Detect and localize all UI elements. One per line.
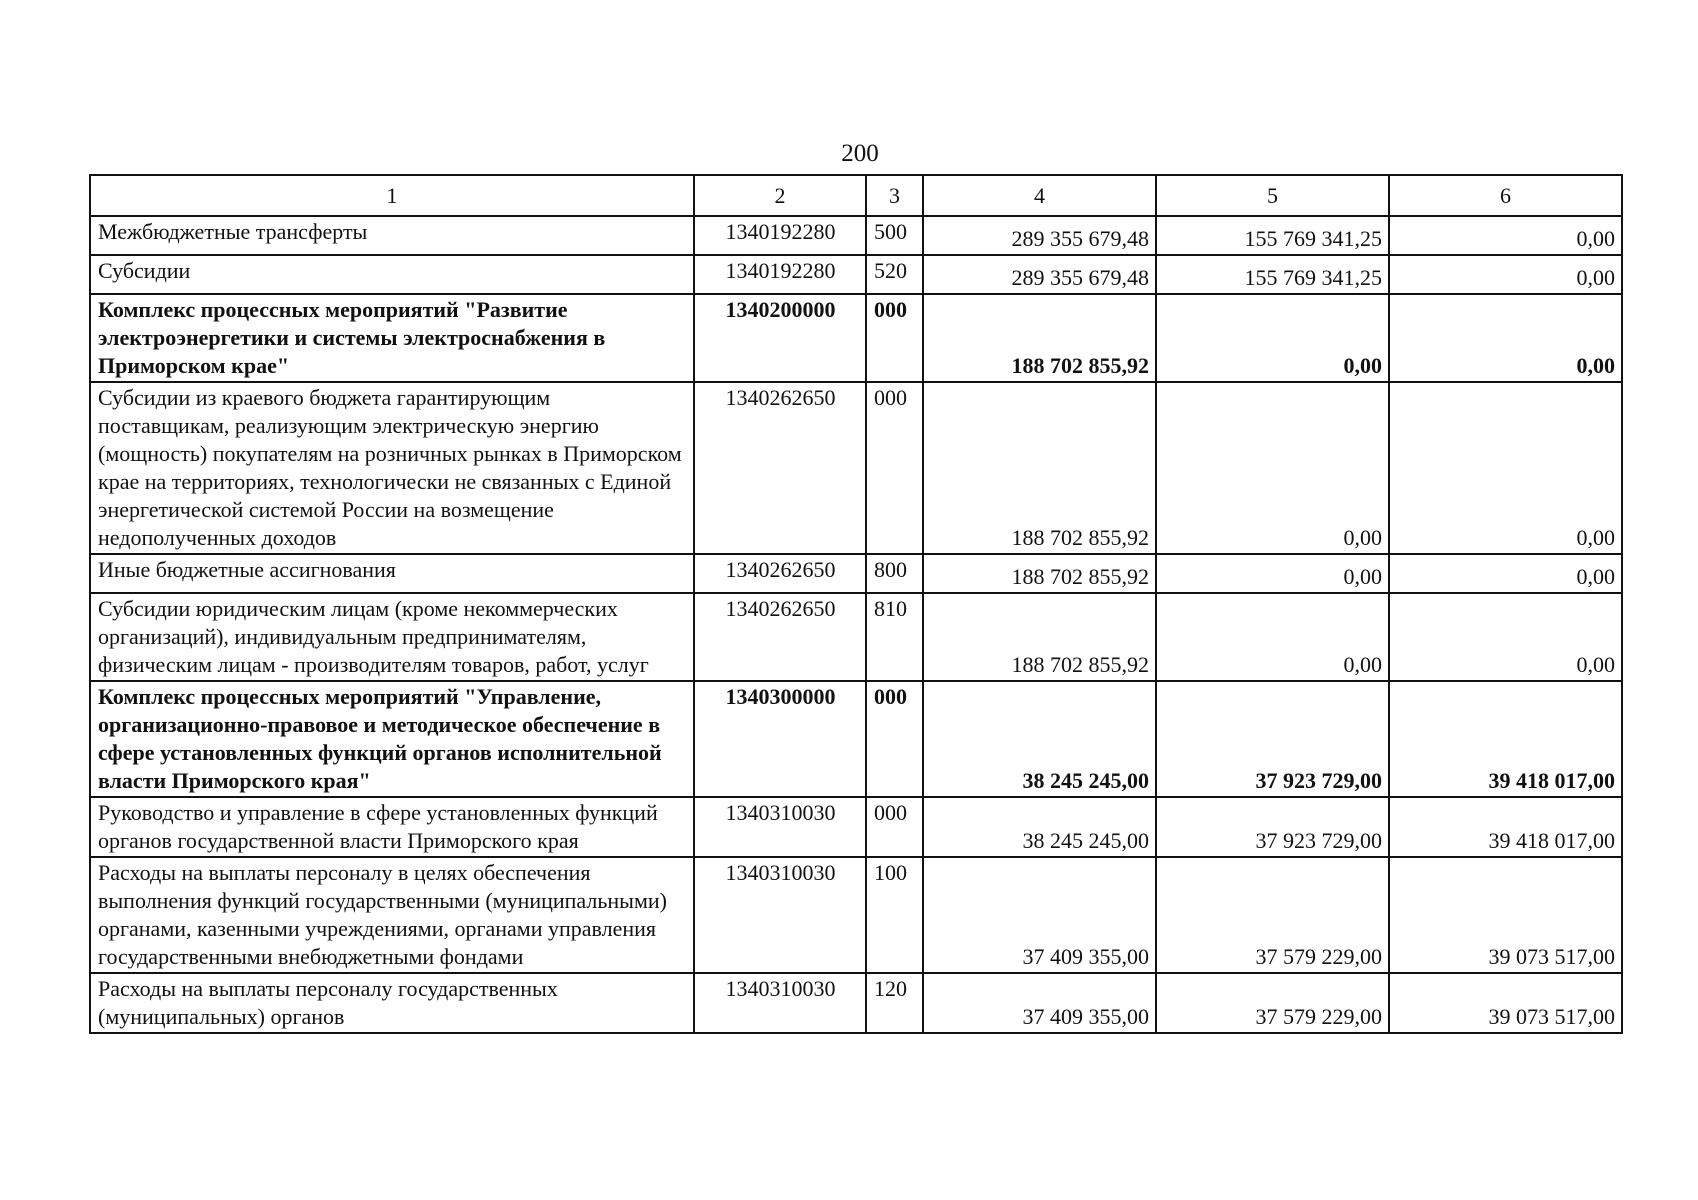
- table-row: [90, 382, 1622, 554]
- table-row: [90, 554, 1622, 593]
- column-header-4: 4: [923, 175, 1156, 216]
- row-amount-2: 0,00: [1156, 554, 1389, 593]
- budget-table: [89, 174, 1623, 1034]
- row-name: Субсидии юридическим лицам (кроме некоммерческих организаций), индивидуальным предпринимателям, физическим лицам - производителям товаров, работ, услуг: [90, 593, 694, 681]
- row-amount-2: 155 769 341,25: [1156, 216, 1389, 255]
- row-expense-type: 000: [866, 382, 923, 554]
- row-expense-type: 120: [866, 973, 923, 1033]
- row-expense-type: 520: [866, 255, 923, 294]
- row-name: Иные бюджетные ассигнования: [90, 554, 694, 593]
- table-row-section: [90, 681, 1622, 797]
- row-target-code: 1340310030: [694, 797, 866, 857]
- table-row: [90, 593, 1622, 681]
- table-row-section: [90, 294, 1622, 382]
- row-target-code: 1340262650: [694, 554, 866, 593]
- row-expense-type: 810: [866, 593, 923, 681]
- row-amount-2: 155 769 341,25: [1156, 255, 1389, 294]
- column-header-2: 2: [694, 175, 866, 216]
- row-amount-3: 39 073 517,00: [1389, 973, 1622, 1033]
- row-amount-2: 0,00: [1156, 382, 1389, 554]
- column-header-3: 3: [866, 175, 923, 216]
- row-amount-2: 37 923 729,00: [1156, 681, 1389, 797]
- row-amount-1: 289 355 679,48: [923, 255, 1156, 294]
- column-header-6: 6: [1389, 175, 1622, 216]
- row-amount-1: 188 702 855,92: [923, 554, 1156, 593]
- row-target-code: 1340300000: [694, 681, 866, 797]
- row-target-code: 1340192280: [694, 255, 866, 294]
- row-target-code: 1340192280: [694, 216, 866, 255]
- row-expense-type: 100: [866, 857, 923, 973]
- row-amount-3: 0,00: [1389, 382, 1622, 554]
- row-target-code: 1340262650: [694, 593, 866, 681]
- row-target-code: 1340310030: [694, 857, 866, 973]
- row-amount-1: 37 409 355,00: [923, 973, 1156, 1033]
- row-amount-2: 0,00: [1156, 593, 1389, 681]
- row-amount-3: 39 418 017,00: [1389, 797, 1622, 857]
- row-name: Руководство и управление в сфере установленных функций органов государственной власти Приморского края: [90, 797, 694, 857]
- table-row: [90, 255, 1622, 294]
- row-expense-type: 000: [866, 681, 923, 797]
- row-expense-type: 500: [866, 216, 923, 255]
- row-name: Субсидии: [90, 255, 694, 294]
- table-header-row: [90, 175, 1622, 216]
- page-number: 200: [841, 140, 879, 167]
- column-header-1: 1: [90, 175, 694, 216]
- table-row: [90, 973, 1622, 1033]
- table-row: [90, 857, 1622, 973]
- row-name: Комплекс процессных мероприятий "Управление, организационно-правовое и методическое обеспечение в сфере установленных функций органов исполнительной власти Приморского края": [90, 681, 694, 797]
- row-amount-1: 38 245 245,00: [923, 797, 1156, 857]
- row-amount-3: 39 073 517,00: [1389, 857, 1622, 973]
- row-amount-2: 0,00: [1156, 294, 1389, 382]
- row-amount-2: 37 579 229,00: [1156, 857, 1389, 973]
- column-header-5: 5: [1156, 175, 1389, 216]
- row-amount-3: 0,00: [1389, 593, 1622, 681]
- row-name: Комплекс процессных мероприятий "Развитие электроэнергетики и системы электроснабжения в Приморском крае": [90, 294, 694, 382]
- row-target-code: 1340310030: [694, 973, 866, 1033]
- row-expense-type: 000: [866, 294, 923, 382]
- row-expense-type: 000: [866, 797, 923, 857]
- row-amount-1: 37 409 355,00: [923, 857, 1156, 973]
- table-row: [90, 797, 1622, 857]
- row-target-code: 1340262650: [694, 382, 866, 554]
- row-expense-type: 800: [866, 554, 923, 593]
- row-amount-3: 0,00: [1389, 216, 1622, 255]
- row-amount-1: 289 355 679,48: [923, 216, 1156, 255]
- row-name: Расходы на выплаты персоналу государственных (муниципальных) органов: [90, 973, 694, 1033]
- row-amount-3: 39 418 017,00: [1389, 681, 1622, 797]
- row-amount-1: 188 702 855,92: [923, 294, 1156, 382]
- row-amount-1: 188 702 855,92: [923, 382, 1156, 554]
- row-amount-2: 37 923 729,00: [1156, 797, 1389, 857]
- row-name: Межбюджетные трансферты: [90, 216, 694, 255]
- row-amount-3: 0,00: [1389, 554, 1622, 593]
- row-amount-1: 188 702 855,92: [923, 593, 1156, 681]
- row-amount-3: 0,00: [1389, 255, 1622, 294]
- table-row: [90, 216, 1622, 255]
- row-name: Расходы на выплаты персоналу в целях обеспечения выполнения функций государственными (муниципальными) органами, казенными учреждениями, органами управления государственными внебюджетными фондами: [90, 857, 694, 973]
- row-amount-3: 0,00: [1389, 294, 1622, 382]
- row-name: Субсидии из краевого бюджета гарантирующим поставщикам, реализующим электрическую энергию (мощность) покупателям на розничных рынках в Приморском крае на территориях, технологически не связанных с Единой энергетической системой России на возмещение недополученных доходов: [90, 382, 694, 554]
- row-amount-1: 38 245 245,00: [923, 681, 1156, 797]
- row-target-code: 1340200000: [694, 294, 866, 382]
- row-amount-2: 37 579 229,00: [1156, 973, 1389, 1033]
